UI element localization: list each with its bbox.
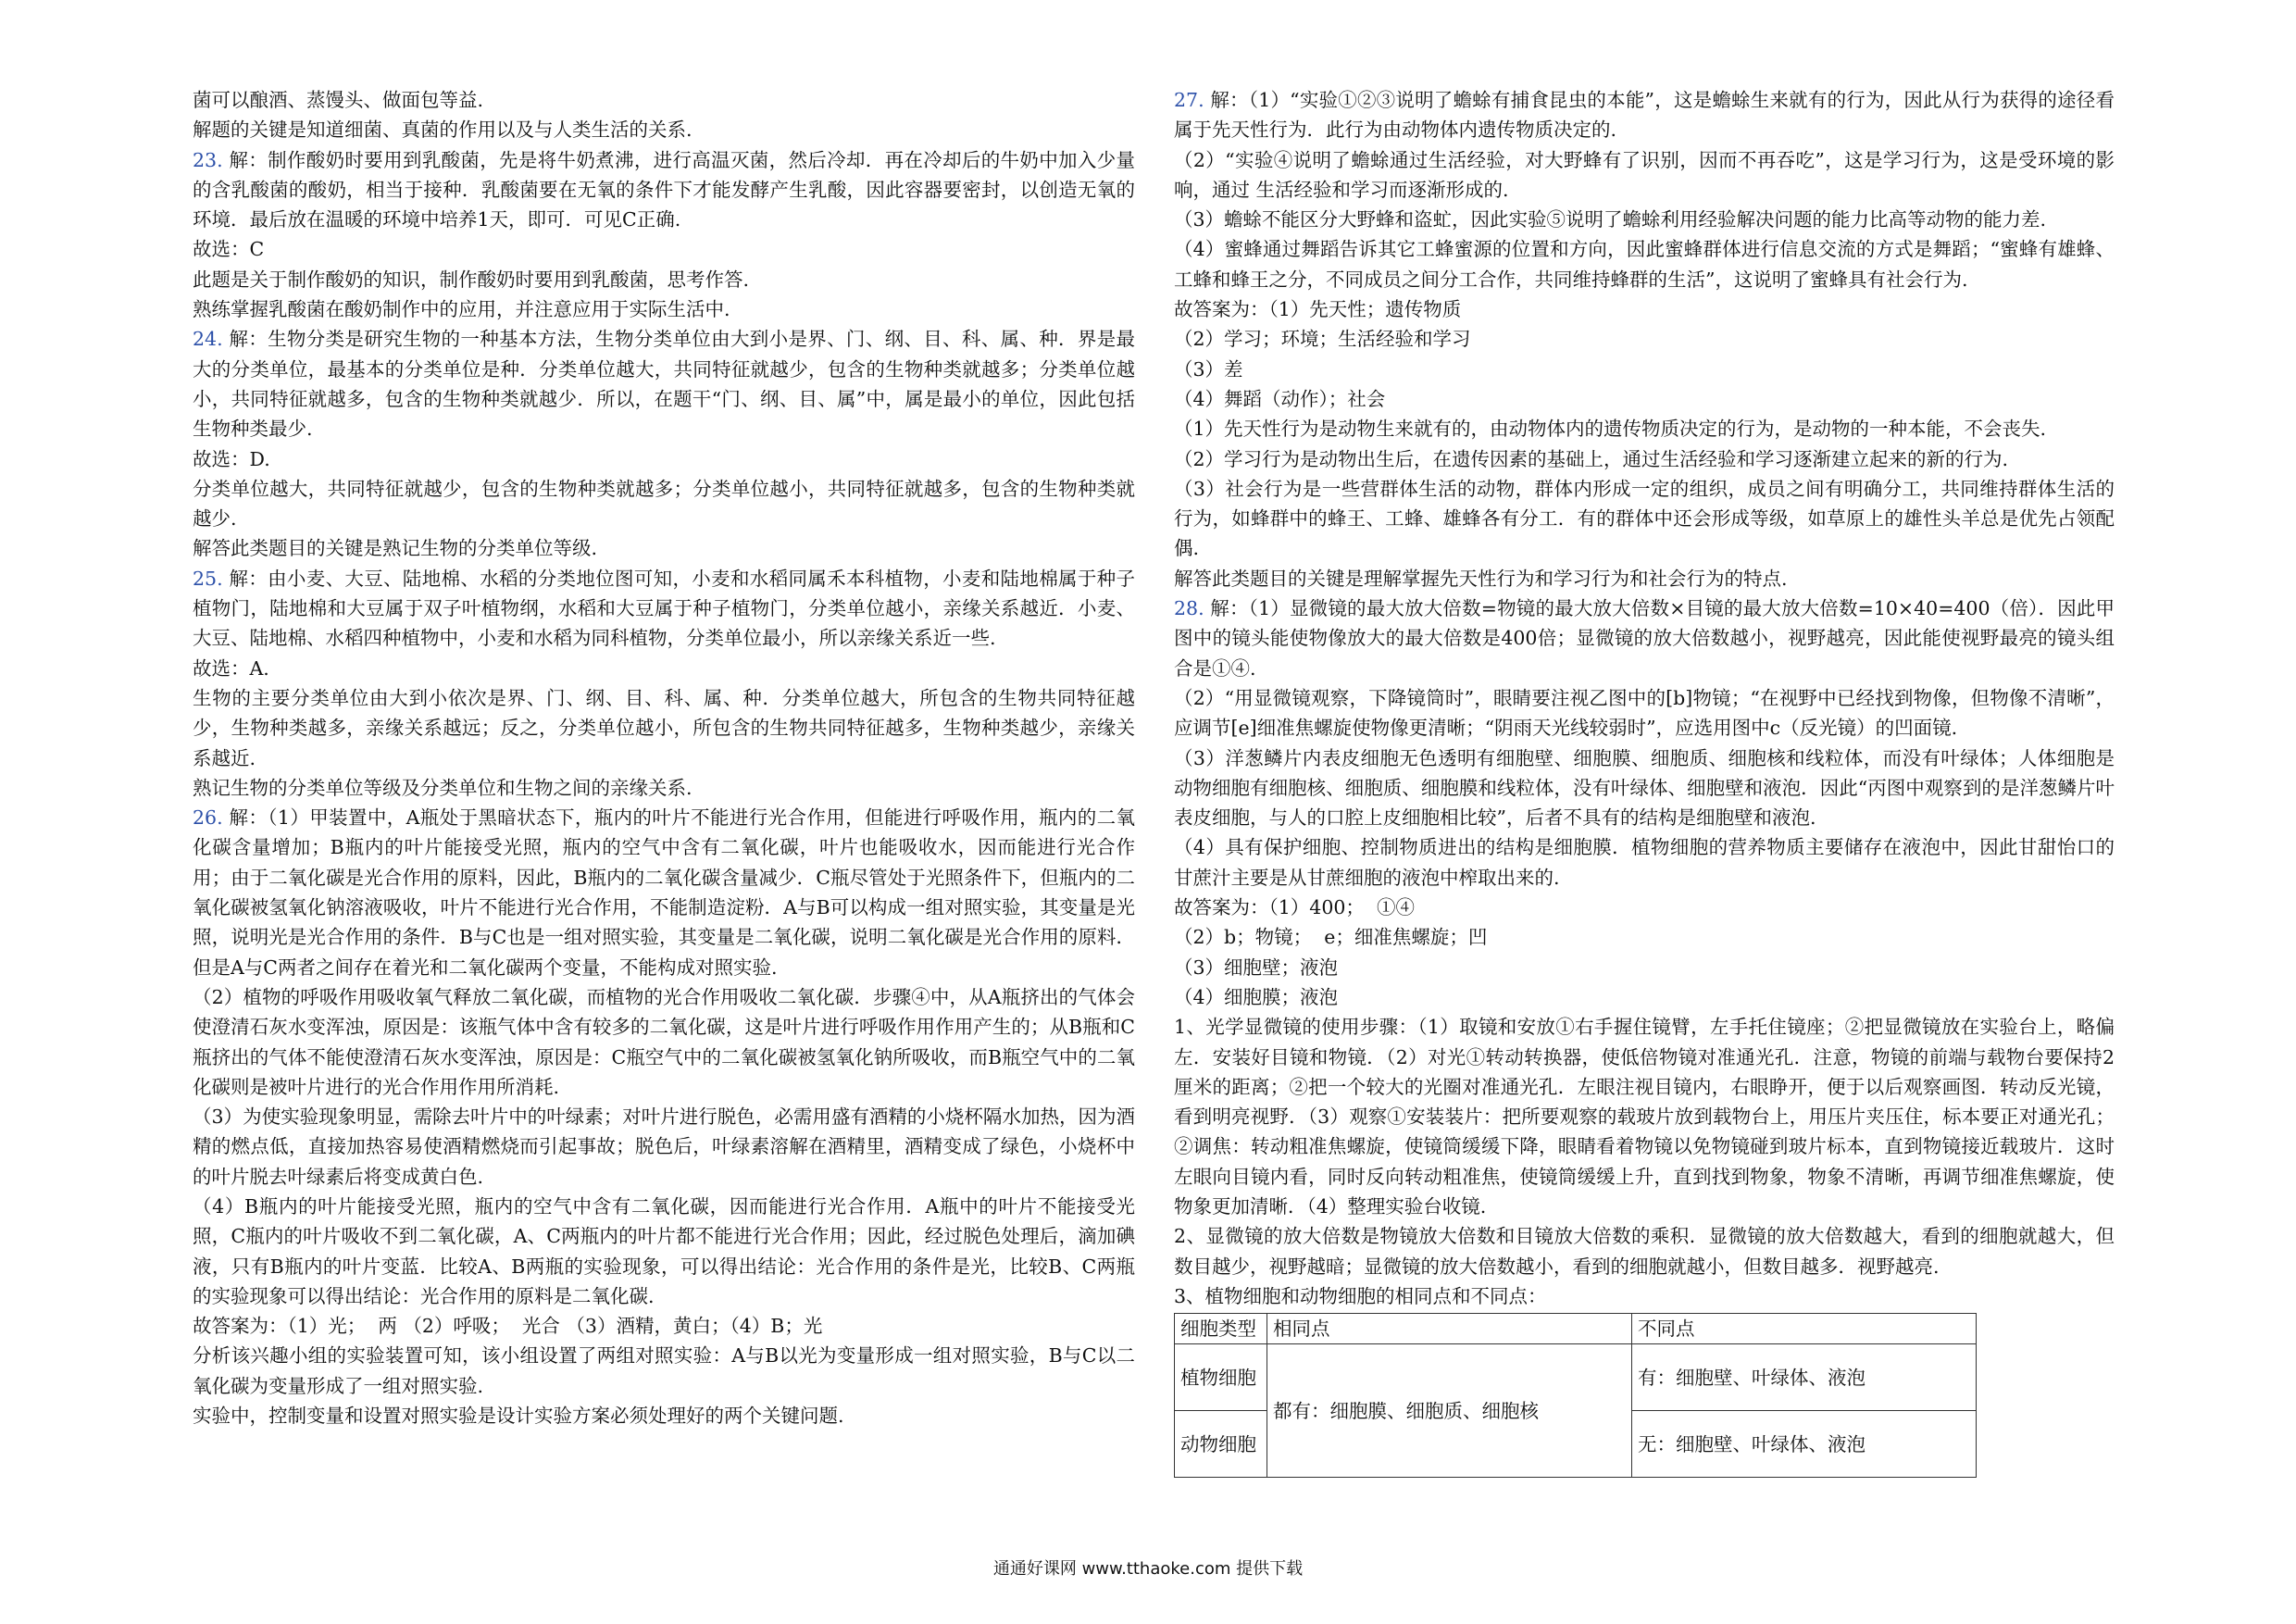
paragraph: [1174, 1221, 2115, 1281]
paragraph: [193, 1341, 1135, 1401]
paragraph-text: 熟记生物的分类单位等级及分类单位和生物之间的亲缘关系.: [193, 776, 693, 799]
paragraph: [1174, 593, 2115, 683]
paragraph: [1174, 1012, 2115, 1221]
paragraph-text: 解：（1）“实验①②③说明了蟾蜍有捕食昆虫的本能”，这是蟾蜍生来就有的行为，因此从行为获得的途径看属于先天性行为．此行为由动物体内遗传物质决定的.: [1174, 89, 2115, 142]
right-column: [1174, 85, 2115, 1478]
paragraph-text: （3）洋葱鳞片内表皮细胞无色透明有细胞壁、细胞膜、细胞质、细胞核和线粒体，而没有叶绿体；人体细胞是动物细胞有细胞核、细胞质、细胞膜和线粒体，没有叶绿体、细胞壁和液泡．因此“丙图中观察到的是洋葱鳞片叶表皮细胞，与人的口腔上皮细胞相比较”，后者不具有的结构是细胞壁和液泡.: [1174, 746, 2115, 830]
paragraph-text: （2）植物的呼吸作用吸收氧气释放二氧化碳，而植物的光合作用吸收二氧化碳．步骤④中，从A瓶挤出的气体会使澄清石灰水变浑浊，原因是：该瓶气体中含有较多的二氧化碳，这是叶片进行呼吸作用作用产生的；从B瓶和C瓶挤出的气体不能使澄清石灰水变浑浊，原因是：C瓶空气中的二氧化碳被氢氧化钠所吸收，而B瓶空气中的二氧化碳则是被叶片进行的光合作用作用所消耗.: [193, 985, 1135, 1098]
row-label-animal: 动物细胞: [1175, 1411, 1267, 1478]
table-header-cell: 不同点: [1632, 1314, 1977, 1344]
paragraph-text: （2）学习；环境；生活经验和学习: [1174, 328, 1471, 351]
paragraph-text: 解：制作酸奶时要用到乳酸菌，先是将牛奶煮沸，进行高温灭菌，然后冷却．再在冷却后的牛奶中加入少量的含乳酸菌的酸奶，相当于接种．乳酸菌要在无氧的条件下才能发酵产生乳酸，因此容器要密封，以创造无氧的环境．最后放在温暖的环境中培养1天，即可．可见C正确.: [193, 148, 1135, 231]
paragraph-text: 解：（1）显微镜的最大放大倍数=物镜的最大放大倍数×目镜的最大放大倍数=10×40=400（倍）．因此甲图中的镜头能使物像放大的最大倍数是400倍；显微镜的放大倍数越小，视野越亮，因此能使视野最亮的镜头组合是①④.: [1174, 597, 2115, 680]
paragraph: [1174, 444, 2115, 474]
plant-diff-cell: 有：细胞壁、叶绿体、液泡: [1632, 1344, 1977, 1411]
left-column: [193, 85, 1135, 1430]
paragraph-text: （4）细胞膜；液泡: [1174, 985, 1339, 1008]
paragraph: [1174, 234, 2115, 294]
paragraph: [193, 1192, 1135, 1311]
question-number: 23.: [193, 148, 223, 171]
paragraph-text: （4）具有保护细胞、控制物质进出的结构是细胞膜．植物细胞的营养物质主要储存在液泡中，因此甘甜怡口的甘蔗汁主要是从甘蔗细胞的液泡中榨取出来的.: [1174, 836, 2115, 889]
paragraph: [1174, 474, 2115, 564]
paragraph: [193, 982, 1135, 1102]
paragraph-text: 3、植物细胞和动物细胞的相同点和不同点：: [1174, 1284, 1547, 1307]
paragraph: [193, 654, 1135, 683]
paragraph-text: 解答此类题目的关键是熟记生物的分类单位等级.: [193, 537, 598, 560]
paragraph: [1174, 414, 2115, 443]
paragraph: [1174, 294, 2115, 324]
paragraph-text: （2）“实验④说明了蟾蜍通过生活经验，对大野蜂有了识别，因而不再吞吃”，这是学习行为，这是受环境的影响，通过 生活经验和学习而逐渐形成的.: [1174, 148, 2115, 201]
paragraph-text: （4）蜜蜂通过舞蹈告诉其它工蜂蜜源的位置和方向，因此蜜蜂群体进行信息交流的方式是舞蹈；“蜜蜂有雄蜂、工蜂和蜂王之分，不同成员之间分工合作，共同维持蜂群的生活”，这说明了蜜蜂具有社会行为.: [1174, 238, 2115, 291]
paragraph: [193, 324, 1135, 443]
paragraph: [193, 1102, 1135, 1192]
paragraph-text: （3）差: [1174, 357, 1243, 381]
paragraph-text: （3）蟾蜍不能区分大野蜂和盗虻，因此实验⑤说明了蟾蜍利用经验解决问题的能力比高等动物的能力差.: [1174, 208, 2047, 231]
paragraph: [1174, 85, 2115, 145]
paragraph-text: 2、显微镜的放大倍数是物镜放大倍数和目镜放大倍数的乘积．显微镜的放大倍数越大，看到的细胞就越大，但数目越少，视野越暗；显微镜的放大倍数越小，看到的细胞就越小，但数目越多．视野越亮.: [1174, 1225, 2115, 1278]
paragraph: [193, 1311, 1135, 1341]
paragraph: [1174, 832, 2115, 893]
question-number: 28.: [1174, 597, 1204, 620]
paragraph-text: 故选：D.: [193, 447, 270, 470]
right-column-text: [1174, 85, 2115, 1311]
paragraph: [193, 773, 1135, 803]
paragraph-text: （2）学习行为是动物出生后，在遗传因素的基础上，通过生活经验和学习逐渐建立起来的新的行为.: [1174, 447, 2009, 470]
paragraph: [193, 564, 1135, 654]
paragraph-text: （4）B瓶内的叶片能接受光照，瓶内的空气中含有二氧化碳，因而能进行光合作用．A瓶中的叶片不能接受光照，C瓶内的叶片吸收不到二氧化碳，A、C两瓶内的叶片都不能进行光合作用；因此，经过脱色处理后，滴加碘液，只有B瓶内的叶片变蓝．比较A、B两瓶的实验现象，可以得出结论：光合作用的条件是光，比较B、C两瓶的实验现象可以得出结论：光合作用的原料是二氧化碳.: [193, 1194, 1135, 1307]
paragraph: [193, 294, 1135, 324]
paragraph-text: 熟练掌握乳酸菌在酸奶制作中的应用，并注意应用于实际生活中.: [193, 298, 730, 321]
paragraph-text: （4）舞蹈（动作）；社会: [1174, 387, 1386, 410]
paragraph: [1174, 324, 2115, 354]
paragraph: [193, 533, 1135, 563]
page-footer: 通通好课网 www.tthaoke.com 提供下载: [992, 1559, 1304, 1579]
paragraph-text: 故选：C: [193, 238, 265, 261]
question-number: 26.: [193, 806, 223, 830]
paragraph: [193, 145, 1135, 235]
paragraph-text: 菌可以酿酒、蒸馒头、做面包等益.: [193, 89, 484, 111]
paragraph: [1174, 384, 2115, 414]
paragraph: [1174, 355, 2115, 384]
paragraph-text: 解答此类题目的关键是理解掌握先天性行为和学习行为和社会行为的特点.: [1174, 567, 1788, 590]
table-row: [1175, 1344, 1977, 1411]
paragraph: [1174, 145, 2115, 206]
paragraph-text: 生物的主要分类单位由大到小依次是界、门、纲、目、科、属、种．分类单位越大，所包含的生物共同特征越少，生物种类越多，亲缘关系越远；反之，分类单位越小，所包含的生物共同特征越多，生物种类越少，亲缘关系越近.: [193, 686, 1135, 769]
question-number: 24.: [193, 328, 223, 351]
paragraph-text: 解：（1）甲装置中，A瓶处于黑暗状态下，瓶内的叶片不能进行光合作用，但能进行呼吸作用，瓶内的二氧化碳含量增加；B瓶内的叶片能接受光照，瓶内的空气中含有二氧化碳，叶片也能吸收水，因而能进行光合作用；由于二氧化碳是光合作用的原料，因此，B瓶内的二氧化碳含量减少．C瓶尽管处于光照条件下，但瓶内的二氧化碳被氢氧化钠溶液吸收，叶片不能进行光合作用，不能制造淀粉．A与B可以构成一组对照实验，其变量是光照，说明光是光合作用的条件．B与C也是一组对照实验，其变量是二氧化碳，说明二氧化碳是光合作用的原料．但是A与C两者之间存在着光和二氧化碳两个变量，不能构成对照实验.: [193, 806, 1135, 979]
paragraph: [1174, 1281, 2115, 1311]
paragraph-text: （3）社会行为是一些营群体生活的动物，群体内形成一定的组织，成员之间有明确分工，共同维持群体生活的行为，如蜂群中的蜂王、工蜂、雄蜂各有分工．有的群体中还会形成等级，如草原上的雄性头羊总是优先占领配偶.: [1174, 477, 2115, 560]
paragraph-text: 解题的关键是知道细菌、真菌的作用以及与人类生活的关系.: [193, 119, 693, 142]
paragraph: [193, 474, 1135, 534]
paragraph: [1174, 893, 2115, 922]
paragraph-text: （2）b；物镜； e；细准焦螺旋；凹: [1174, 926, 1488, 949]
table-header-row: [1175, 1314, 1977, 1344]
paragraph: [193, 265, 1135, 294]
paragraph: [193, 234, 1135, 264]
paragraph-text: 1、光学显微镜的使用步骤：（1）取镜和安放①右手握住镜臂，左手托住镜座；②把显微镜放在实验台上，略偏左．安装好目镜和物镜．（2）对光①转动转换器，使低倍物镜对准通光孔．注意，物镜的前端与载物台要保持2厘米的距离；②把一个较大的光圈对准通光孔．左眼注视目镜内，右眼睁开，便于以后观察画图．转动反光镜，看到明亮视野．（3）观察①安装装片：把所要观察的载玻片放到载物台上，用压片夹压住，标本要正对通光孔；②调焦：转动粗准焦螺旋，使镜筒缓缓下降，眼睛看着物镜以免物镜碰到玻片标本，直到物镜接近载玻片．这时左眼向目镜内看，同时反向转动粗准焦，使镜筒缓缓上升，直到找到物象，物象不清晰，再调节细准焦螺旋，使物象更加清晰．（4）整理实验台收镜.: [1174, 1016, 2115, 1218]
paragraph: [1174, 953, 2115, 982]
paragraph-text: 分类单位越大，共同特征就越少，包含的生物种类就越多；分类单位越小，共同特征就越多，包含的生物种类就越少.: [193, 477, 1135, 531]
paragraph: [193, 115, 1135, 144]
paragraph: [193, 444, 1135, 474]
paragraph: [1174, 683, 2115, 743]
paragraph-text: （3）为使实验现象明显，需除去叶片中的叶绿素；对叶片进行脱色，必需用盛有酒精的小烧杯隔水加热，因为酒精的燃点低，直接加热容易使酒精燃烧而引起事故；脱色后，叶绿素溶解在酒精里，酒精变成了绿色，小烧杯中的叶片脱去叶绿素后将变成黄白色.: [193, 1106, 1135, 1188]
paragraph-text: 解：生物分类是研究生物的一种基本方法，生物分类单位由大到小是界、门、纲、目、科、属、种．界是最大的分类单位，最基本的分类单位是种．分类单位越大，共同特征就越少，包含的生物种类就越多；分类单位越小，共同特征就越多，包含的生物种类就越少．所以，在题干“门、纲、目、属”中，属是最小的单位，因此包括生物种类最少.: [193, 328, 1135, 441]
paragraph: [1174, 982, 2115, 1012]
table-header-cell: 细胞类型: [1175, 1314, 1267, 1344]
paragraph: [193, 85, 1135, 115]
question-number: 27.: [1174, 89, 1204, 111]
table-header-cell: 相同点: [1267, 1314, 1632, 1344]
paragraph: [1174, 922, 2115, 952]
paragraph-text: （3）细胞壁；液泡: [1174, 956, 1339, 979]
paragraph-text: 分析该兴趣小组的实验装置可知，该小组设置了两组对照实验：A与B以光为变量形成一组对照实验，B与C以二氧化碳为变量形成了一组对照实验.: [193, 1344, 1135, 1397]
paragraph-text: 实验中，控制变量和设置对照实验是设计实验方案必须处理好的两个关键问题.: [193, 1405, 844, 1428]
paragraph: [193, 1401, 1135, 1430]
animal-diff-cell: 无：细胞壁、叶绿体、液泡: [1632, 1411, 1977, 1478]
paragraph: [1174, 205, 2115, 234]
paragraph-text: 故答案为：（1）光； 两 （2）呼吸； 光合 （3）酒精，黄白；（4）B；光: [193, 1315, 823, 1338]
cell-comparison-table: [1174, 1313, 1977, 1478]
paragraph: [193, 803, 1135, 982]
common-cell: 都有：细胞膜、细胞质、细胞核: [1267, 1344, 1632, 1478]
paragraph: [193, 683, 1135, 773]
paragraph-text: （2）“用显微镜观察，下降镜筒时”，眼睛要注视乙图中的[b]物镜；“在视野中已经找到物像，但物像不清晰”，应调节[e]细准焦螺旋使物像更清晰；“阴雨天光线较弱时”，应选用图中c（反光镜）的凹面镜.: [1174, 686, 2115, 740]
paragraph: [1174, 743, 2115, 833]
paragraph-text: 故选：A.: [193, 656, 269, 680]
paragraph-text: 故答案为：（1）400； ①④: [1174, 896, 1415, 919]
paragraph-text: 此题是关于制作酸奶的知识，制作酸奶时要用到乳酸菌，思考作答.: [193, 268, 750, 291]
paragraph: [1174, 564, 2115, 593]
question-number: 25.: [193, 567, 223, 590]
paragraph-text: 故答案为：（1）先天性；遗传物质: [1174, 298, 1462, 321]
paragraph-text: 解：由小麦、大豆、陆地棉、水稻的分类地位图可知，小麦和水稻同属禾本科植物，小麦和陆地棉属于种子植物门，陆地棉和大豆属于双子叶植物纲，水稻和大豆属于种子植物门，分类单位越小，亲缘关系越近．小麦、大豆、陆地棉、水稻四种植物中，小麦和水稻为同科植物，分类单位最小，所以亲缘关系近一些.: [193, 567, 1135, 650]
row-label-plant: 植物细胞: [1175, 1344, 1267, 1411]
paragraph-text: （1）先天性行为是动物生来就有的，由动物体内的遗传物质决定的行为，是动物的一种本能，不会丧失.: [1174, 418, 2047, 441]
